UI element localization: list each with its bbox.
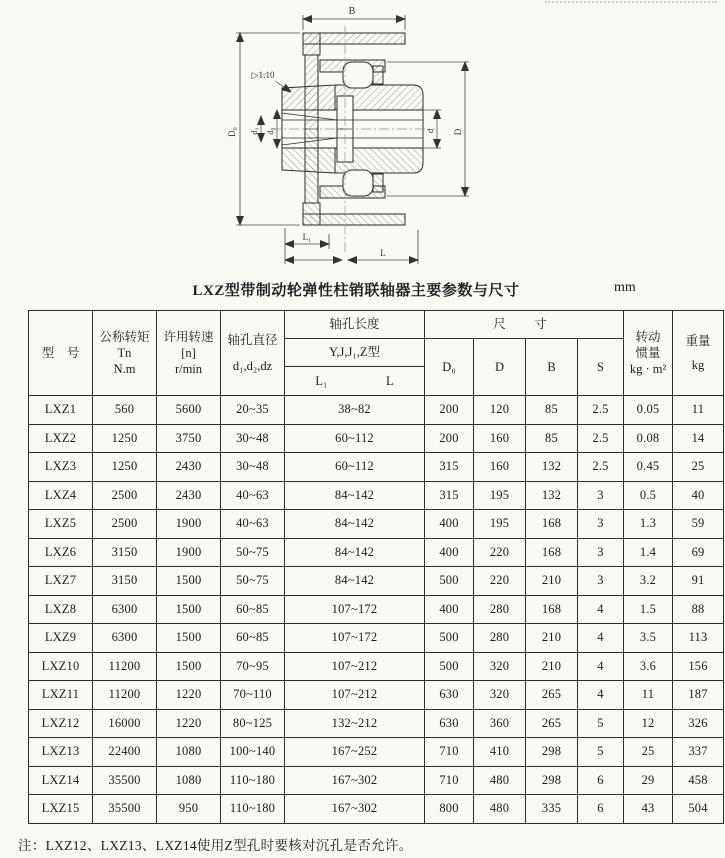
cell-B: 265 <box>526 709 578 738</box>
dimension-B <box>303 6 405 30</box>
cell-bore_dia: 60~85 <box>221 624 285 653</box>
cropped-text-fragment <box>545 1 717 3</box>
cell-model: LXZ5 <box>29 510 93 539</box>
dimension-d1 <box>249 116 261 142</box>
page-title: LXZ型带制动轮弹性柱销联轴器主要参数与尺寸 <box>192 283 520 299</box>
cell-weight: 187 <box>673 681 724 710</box>
cell-bore_len: 107~172 <box>285 595 425 624</box>
cell-B: 85 <box>526 396 578 425</box>
cell-bore_len: 132~212 <box>285 709 425 738</box>
cell-inertia: 1.4 <box>624 538 673 567</box>
cell-bore_len: 167~252 <box>285 738 425 767</box>
cell-D: 220 <box>474 538 526 567</box>
cell-D0: 500 <box>425 567 474 596</box>
cell-model: LXZ14 <box>29 766 93 795</box>
cell-inertia: 3.2 <box>624 567 673 596</box>
cell-inertia: 29 <box>624 766 673 795</box>
cell-bore_len: 167~302 <box>285 766 425 795</box>
cell-model: LXZ15 <box>29 795 93 824</box>
svg-text:L₁: L₁ <box>302 232 312 242</box>
header-torque-line1: 公称转矩Tn <box>99 329 150 360</box>
cell-torque: 2500 <box>93 481 157 510</box>
cell-D0: 315 <box>425 481 474 510</box>
cell-D0: 630 <box>425 681 474 710</box>
header-D0: D₀ <box>425 339 474 396</box>
cell-B: 210 <box>526 652 578 681</box>
cell-inertia: 0.05 <box>624 396 673 425</box>
header-inertia-line2: 惯量 <box>635 345 661 360</box>
coupling-section-drawing <box>225 0 555 270</box>
cell-inertia: 0.5 <box>624 481 673 510</box>
cell-D: 195 <box>474 510 526 539</box>
cell-D0: 500 <box>425 652 474 681</box>
cell-D: 480 <box>474 766 526 795</box>
header-bore-diameter <box>221 311 285 396</box>
dimension-d <box>423 110 441 148</box>
header-weight <box>673 311 724 396</box>
cell-model: LXZ2 <box>29 424 93 453</box>
header-inertia <box>624 311 673 396</box>
cell-speed: 1500 <box>157 567 221 596</box>
cell-torque: 22400 <box>93 738 157 767</box>
cell-D0: 200 <box>425 424 474 453</box>
header-model: 型 号 <box>29 311 93 396</box>
cell-B: 132 <box>526 481 578 510</box>
cell-speed: 1900 <box>157 538 221 567</box>
footnote: 注：LXZ12、LXZ13、LXZ14使用Z型孔时要核对沉孔是否允许。 <box>18 838 413 853</box>
parameter-table <box>28 310 724 824</box>
cell-D0: 800 <box>425 795 474 824</box>
table-row <box>29 624 724 653</box>
cell-speed: 1080 <box>157 766 221 795</box>
cell-bore_len: 107~172 <box>285 624 425 653</box>
cell-S: 2.5 <box>578 424 624 453</box>
table-row <box>29 538 724 567</box>
cell-weight: 156 <box>673 652 724 681</box>
cell-bore_len: 38~82 <box>285 396 425 425</box>
cell-inertia: 25 <box>624 738 673 767</box>
cell-model: LXZ9 <box>29 624 93 653</box>
cell-bore_len: 84~142 <box>285 567 425 596</box>
cell-model: LXZ12 <box>29 709 93 738</box>
header-S: S <box>578 339 624 396</box>
cell-D0: 400 <box>425 538 474 567</box>
cell-speed: 2430 <box>157 453 221 482</box>
cell-S: 5 <box>578 709 624 738</box>
table-row <box>29 795 724 824</box>
header-weight-line2: kg <box>691 358 705 372</box>
cell-B: 298 <box>526 738 578 767</box>
cell-bore_len: 60~112 <box>285 453 425 482</box>
cell-weight: 504 <box>673 795 724 824</box>
cell-S: 3 <box>578 510 624 539</box>
cell-S: 3 <box>578 538 624 567</box>
cell-bore_len: 84~142 <box>285 481 425 510</box>
cell-speed: 1500 <box>157 652 221 681</box>
cell-inertia: 0.45 <box>624 453 673 482</box>
cell-D: 160 <box>474 453 526 482</box>
cell-bore_len: 84~142 <box>285 510 425 539</box>
cell-model: LXZ7 <box>29 567 93 596</box>
cell-D: 120 <box>474 396 526 425</box>
coupling-upper-half <box>282 33 423 129</box>
cell-D: 280 <box>474 595 526 624</box>
cell-weight: 14 <box>673 424 724 453</box>
cell-torque: 16000 <box>93 709 157 738</box>
header-torque-line2: N.m <box>113 362 136 377</box>
cell-model: LXZ3 <box>29 453 93 482</box>
cell-bore_dia: 100~140 <box>221 738 285 767</box>
table-header <box>29 311 724 396</box>
cell-model: LXZ1 <box>29 396 93 425</box>
table-row <box>29 681 724 710</box>
cell-B: 168 <box>526 595 578 624</box>
svg-text:D: D <box>453 128 463 136</box>
cell-torque: 1250 <box>93 453 157 482</box>
cell-speed: 1500 <box>157 595 221 624</box>
header-inertia-line3: kg · m² <box>629 362 667 377</box>
cell-S: 4 <box>578 681 624 710</box>
cell-weight: 40 <box>673 481 724 510</box>
header-bore-length-types: Y,J,J₁,Z型 <box>285 339 425 367</box>
cell-D: 410 <box>474 738 526 767</box>
cell-B: 298 <box>526 766 578 795</box>
cell-model: LXZ13 <box>29 738 93 767</box>
cell-D0: 400 <box>425 595 474 624</box>
header-bore-length: 轴孔长度 <box>285 311 425 339</box>
cell-bore_dia: 20~35 <box>221 396 285 425</box>
cell-bore_dia: 40~63 <box>221 510 285 539</box>
cell-D0: 500 <box>425 624 474 653</box>
cell-bore_len: 107~212 <box>285 681 425 710</box>
cell-model: LXZ6 <box>29 538 93 567</box>
cell-D0: 710 <box>425 766 474 795</box>
cell-torque: 6300 <box>93 595 157 624</box>
cell-model: LXZ10 <box>29 652 93 681</box>
cell-torque: 6300 <box>93 624 157 653</box>
cell-weight: 59 <box>673 510 724 539</box>
cell-speed: 5600 <box>157 396 221 425</box>
cell-D: 220 <box>474 567 526 596</box>
cell-B: 168 <box>526 510 578 539</box>
cell-inertia: 0.08 <box>624 424 673 453</box>
cell-speed: 2430 <box>157 481 221 510</box>
header-inertia-line1: 转动 <box>635 329 661 344</box>
cell-weight: 113 <box>673 624 724 653</box>
table-row <box>29 567 724 596</box>
cell-bore_len: 167~302 <box>285 795 425 824</box>
cell-torque: 35500 <box>93 766 157 795</box>
header-bore-diameter-line2: d₁,d₂,dz <box>232 359 273 373</box>
cell-model: LXZ11 <box>29 681 93 710</box>
table-row <box>29 396 724 425</box>
cell-torque: 2500 <box>93 510 157 539</box>
cell-speed: 1900 <box>157 510 221 539</box>
cell-bore_dia: 50~75 <box>221 538 285 567</box>
header-bore-diameter-line1: 轴孔直径 <box>227 332 278 347</box>
cell-bore_dia: 70~110 <box>221 681 285 710</box>
cell-B: 168 <box>526 538 578 567</box>
cell-torque: 35500 <box>93 795 157 824</box>
cell-D: 195 <box>474 481 526 510</box>
cell-B: 265 <box>526 681 578 710</box>
cell-S: 6 <box>578 766 624 795</box>
cell-S: 5 <box>578 738 624 767</box>
cell-S: 4 <box>578 595 624 624</box>
cell-D: 320 <box>474 652 526 681</box>
cell-D: 320 <box>474 681 526 710</box>
cell-bore_dia: 40~63 <box>221 481 285 510</box>
header-D: D <box>474 339 526 396</box>
cell-weight: 337 <box>673 738 724 767</box>
cell-S: 2.5 <box>578 396 624 425</box>
cell-bore_dia: 60~85 <box>221 595 285 624</box>
svg-text:▷1:10: ▷1:10 <box>251 70 275 80</box>
cell-D0: 315 <box>425 453 474 482</box>
cell-weight: 88 <box>673 595 724 624</box>
table-row <box>29 766 724 795</box>
cell-S: 2.5 <box>578 453 624 482</box>
cell-weight: 69 <box>673 538 724 567</box>
cell-speed: 1080 <box>157 738 221 767</box>
cell-B: 335 <box>526 795 578 824</box>
header-size-group: 尺 寸 <box>425 311 624 339</box>
cell-inertia: 3.6 <box>624 652 673 681</box>
cell-bore_dia: 110~180 <box>221 766 285 795</box>
cell-inertia: 1.5 <box>624 595 673 624</box>
table-row <box>29 424 724 453</box>
cell-bore_len: 60~112 <box>285 424 425 453</box>
cell-inertia: 1.3 <box>624 510 673 539</box>
table-row <box>29 453 724 482</box>
table-body <box>29 396 724 824</box>
cell-weight: 91 <box>673 567 724 596</box>
cell-S: 4 <box>578 624 624 653</box>
cell-torque: 11200 <box>93 652 157 681</box>
cell-inertia: 11 <box>624 681 673 710</box>
header-speed-line1: 许用转速 <box>163 329 214 344</box>
svg-text:d₁: d₁ <box>249 127 259 135</box>
cell-speed: 1500 <box>157 624 221 653</box>
svg-text:D₀: D₀ <box>227 127 237 137</box>
cell-model: LXZ8 <box>29 595 93 624</box>
dimension-L1 <box>285 228 329 264</box>
cell-model: LXZ4 <box>29 481 93 510</box>
table-row <box>29 481 724 510</box>
cell-speed: 1220 <box>157 709 221 738</box>
cell-weight: 25 <box>673 453 724 482</box>
header-speed-line3: r/min <box>174 362 203 377</box>
cell-bore_dia: 30~48 <box>221 424 285 453</box>
unit-label: mm <box>614 280 636 295</box>
cell-S: 4 <box>578 652 624 681</box>
table-row <box>29 652 724 681</box>
cell-D: 360 <box>474 709 526 738</box>
cell-B: 210 <box>526 567 578 596</box>
cell-inertia: 12 <box>624 709 673 738</box>
cell-bore_dia: 50~75 <box>221 567 285 596</box>
cell-D: 160 <box>474 424 526 453</box>
cell-D0: 630 <box>425 709 474 738</box>
header-L1: L₁ <box>315 373 328 388</box>
svg-text:d: d <box>425 128 435 134</box>
header-speed-line2: [n] <box>181 345 196 360</box>
header-L: L <box>386 373 394 388</box>
header-weight-line1: 重量 <box>685 333 711 348</box>
header-speed <box>157 311 221 396</box>
cell-S: 3 <box>578 567 624 596</box>
cell-D0: 400 <box>425 510 474 539</box>
cell-weight: 458 <box>673 766 724 795</box>
cell-bore_len: 84~142 <box>285 538 425 567</box>
cell-torque: 560 <box>93 396 157 425</box>
cell-D: 280 <box>474 624 526 653</box>
table-row <box>29 510 724 539</box>
cell-speed: 3750 <box>157 424 221 453</box>
title-row <box>0 279 725 299</box>
cell-D0: 710 <box>425 738 474 767</box>
cell-D0: 200 <box>425 396 474 425</box>
cell-bore_dia: 30~48 <box>221 453 285 482</box>
table-row <box>29 595 724 624</box>
header-torque <box>93 311 157 396</box>
svg-text:L: L <box>380 248 386 258</box>
cell-bore_dia: 80~125 <box>221 709 285 738</box>
cell-bore_dia: 70~95 <box>221 652 285 681</box>
cell-B: 210 <box>526 624 578 653</box>
header-L1-L <box>285 367 425 396</box>
cell-speed: 950 <box>157 795 221 824</box>
cell-B: 85 <box>526 424 578 453</box>
cell-inertia: 3.5 <box>624 624 673 653</box>
cell-torque: 3150 <box>93 538 157 567</box>
cell-B: 132 <box>526 453 578 482</box>
svg-text:B: B <box>348 6 356 17</box>
cell-weight: 326 <box>673 709 724 738</box>
svg-text:d₂: d₂ <box>265 127 275 135</box>
cell-S: 3 <box>578 481 624 510</box>
cell-bore_dia: 110~180 <box>221 795 285 824</box>
table-row <box>29 709 724 738</box>
cell-bore_len: 107~212 <box>285 652 425 681</box>
cell-torque: 11200 <box>93 681 157 710</box>
cell-D: 480 <box>474 795 526 824</box>
table-row <box>29 738 724 767</box>
header-B: B <box>526 339 578 396</box>
cell-torque: 1250 <box>93 424 157 453</box>
cell-inertia: 43 <box>624 795 673 824</box>
cell-weight: 11 <box>673 396 724 425</box>
cell-S: 6 <box>578 795 624 824</box>
cell-speed: 1220 <box>157 681 221 710</box>
cell-torque: 3150 <box>93 567 157 596</box>
